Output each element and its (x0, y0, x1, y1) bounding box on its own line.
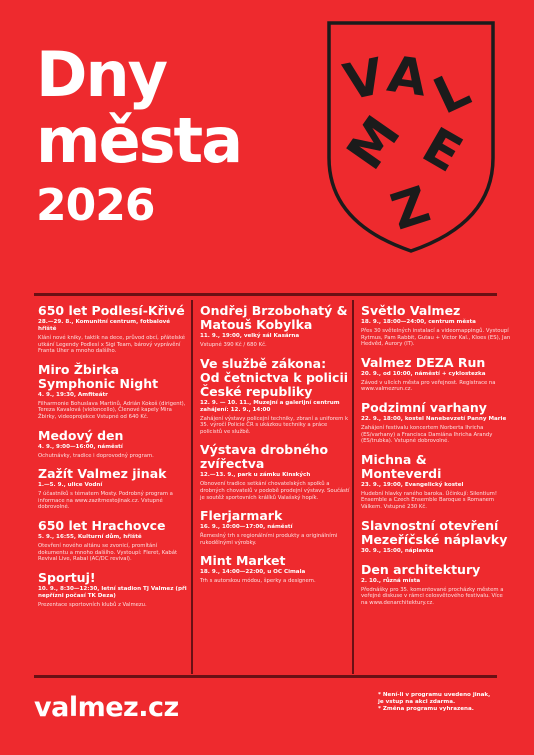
website-link[interactable]: valmez.cz (34, 692, 179, 723)
event-desc: Závod v ulicích města pro veřejnost. Registrace na www.valmezrun.cz. (361, 379, 496, 393)
event-desc: Vstupné 390 Kč / 680 Kč. (200, 342, 267, 348)
event-meta: 20. 9., od 10:00, náměstí + cyklostezka (361, 370, 486, 377)
event-desc: Klání nové kniky, taktik na dece, průvod obcí, přátelské utkání Legendy Podlesí x Sigi Team, bárový vyprávění Franta Uher a mnoho dalšího. (38, 335, 185, 355)
event-meta: 12. 9. — 10. 11., Muzejní a galerijní centrum zahájení: 12. 9., 14:00 (200, 399, 340, 413)
event-item (361, 304, 511, 348)
event-title: Michna & Monteverdi (361, 451, 442, 481)
footnote-line: * Změna programu vyhrazena. (378, 706, 474, 713)
event-desc: Prezentace sportovních klubů z Valmezu. (38, 601, 147, 608)
valmez-crest-logo (326, 18, 496, 256)
event-item (200, 443, 350, 501)
event-meta: 22. 9., 18:00, kostel Nanebevzetí Panny Marie (361, 415, 507, 422)
event-item (38, 519, 188, 563)
event-item (361, 519, 511, 555)
event-title: Výstava drobného zvířectva (200, 442, 329, 472)
event-title: Ve službě zákona: Od četnictva k policii České republiky (200, 355, 349, 399)
event-meta: 30. 9., 15:00, náplavka (361, 547, 434, 554)
event-meta: 11. 9., 19:00, velký sál Kasárna (200, 333, 300, 339)
event-title: Miro Žbirka Symphonic Night (38, 361, 159, 391)
event-desc: 7 účastníků s tématem Mosty. Podrobný program a informace na www.zazitmestojinak.cz. Vstupné dobrovolné. (38, 491, 173, 511)
event-meta: 16. 9., 10:00—17:00, náměstí (200, 524, 293, 531)
event-meta: 23. 9., 19:00, Evangelický kostel (361, 481, 464, 488)
event-desc: Řemeslný trh s regionálními produkty a originálními rukodělnými výrobky. (200, 533, 338, 546)
column-divider-2 (352, 300, 354, 674)
footnote (378, 692, 503, 714)
event-item (38, 304, 188, 355)
event-title: Světlo Valmez (361, 303, 461, 318)
event-meta: 10. 9., 8:30—12:30, letní stadion TJ Valmez (při nepřízni počasí TK Deza) (38, 585, 187, 599)
event-meta: 12.—13. 9., park u zámku Kinských (200, 472, 311, 479)
event-item (38, 467, 188, 511)
event-desc: Obnovení tradice setkání chovatelských spolků a drobných chovatelů v podobě prodejní výstavy. Součástí je soutěž sportovních králíků Valašský hopík. (200, 481, 350, 501)
logo-letter-e: E (413, 116, 472, 184)
event-title: Sportuj! (38, 569, 96, 585)
event-item (361, 453, 511, 511)
event-desc: Filharmonie Bohuslava Martinů, Adrián Kokoš (dirigent), Tereza Kavalová (violoncello), Členové kapely Mira Žbirky, videoprojekce Vstupné od 640 Kč. (38, 400, 186, 420)
event-desc: Trh s autorskou módou, šperky a designem. (200, 578, 316, 585)
logo-letter-l: L (425, 59, 479, 126)
event-title: Flerjarmark (200, 508, 283, 524)
event-item (38, 363, 188, 421)
event-desc: Hudební hlavky raného baroka. Účinkují: Silentium! Ensemble a Czech Ensemble Baroque s Romanem Válkem. Vstupné 230 Kč. (361, 490, 497, 510)
page-title (36, 38, 242, 231)
top-divider (34, 293, 497, 296)
program-column-2 (200, 304, 350, 593)
event-meta: 4. 9., 19:30, Amfiteátr (38, 391, 108, 398)
event-title: 650 let Podlesí-Křivé (38, 303, 185, 318)
event-item (361, 563, 511, 607)
event-title: 650 let Hrachovce (38, 517, 166, 533)
event-desc: Přes 30 světelných instalací a videomappingů. Vystoupí Rytmus, Pam Rabbit, Gutau + Victor Kal., Kloes (ES), Jan Hedvěd, Aurory (IT). (361, 328, 511, 348)
bottom-divider (34, 675, 497, 678)
logo-letter-z: Z (384, 175, 437, 242)
event-meta: 18. 9., 18:00—24:00, centrum města (361, 319, 476, 325)
title-line-1: Dny (36, 38, 167, 111)
event-title: Mint Market (200, 553, 286, 569)
event-desc: Zahájení festivalu koncertem Norberta Ihricha (ES/varhany) a Francisca Damiána Ihricha Arandy (ES/trubka). Vstupné dobrovolné. (361, 424, 493, 445)
event-item (200, 554, 350, 585)
event-item (200, 509, 350, 546)
event-desc: Přednášky pro 35. komentované procházky městem a veřejné diskuse v rámci celosvětového festivalu. Více na www.denarchitektury.cz. (361, 586, 504, 606)
event-meta: 4. 9., 9:00—16:00, náměstí (38, 443, 123, 450)
event-title: Podzimní varhany (361, 399, 487, 415)
event-item (361, 356, 511, 393)
event-meta: 18. 9., 14:00—22:00, u OC Cimala (200, 569, 306, 576)
event-item (38, 571, 188, 609)
footnote-line: * Není-li v programu uvedeno jinak, (378, 692, 491, 698)
event-title: Den architektury (361, 561, 481, 577)
event-meta: 5. 9., 16:55, Kulturní dům, hřiště (38, 533, 142, 540)
event-desc: Zahájení výstavy policejní techniky, zbraní a uniforem k 35. výročí Policie ČR s ukázkou techniky a práce policistů ve službě. (200, 415, 349, 435)
event-meta: 1.—5. 9., ulice Vodní (38, 482, 103, 489)
event-item (361, 401, 511, 445)
event-meta: 2. 10., různá místa (361, 577, 421, 584)
logo-letter-v: V (338, 47, 389, 112)
title-year: 2026 (36, 180, 155, 231)
event-title: Valmez DEZA Run (361, 354, 486, 370)
title-line-2: města (36, 104, 242, 177)
event-title: Slavnostní otevření Mezeříčské náplavky (361, 517, 508, 547)
event-title: Medový den (38, 427, 124, 443)
logo-letter-a: A (384, 44, 431, 108)
program-column-1 (38, 304, 188, 616)
program-column-3 (361, 304, 511, 614)
column-divider-1 (191, 300, 193, 674)
logo-letter-m: M (335, 105, 412, 180)
event-title: Ondřej Brzobohatý & Matouš Kobylka (200, 303, 348, 332)
event-desc: Otevření nového altánu se zvonicí, promítání dokumentu a mnoho dalšího. Vystoupí: Fleret, Kabát Revival Live, Rabal (AC/DC revival). (38, 542, 178, 563)
event-meta: 28.—29. 8., Komunitní centrum, fotbalové hřiště (38, 319, 171, 332)
event-item (38, 429, 188, 460)
event-desc: Ochutnávky, tradice i doprovodný program. (38, 452, 154, 459)
event-item (200, 304, 350, 349)
event-item (200, 357, 350, 436)
event-title: Zažít Valmez jinak (38, 466, 167, 482)
footnote-line: je vstup na akci zdarma. (378, 699, 456, 706)
